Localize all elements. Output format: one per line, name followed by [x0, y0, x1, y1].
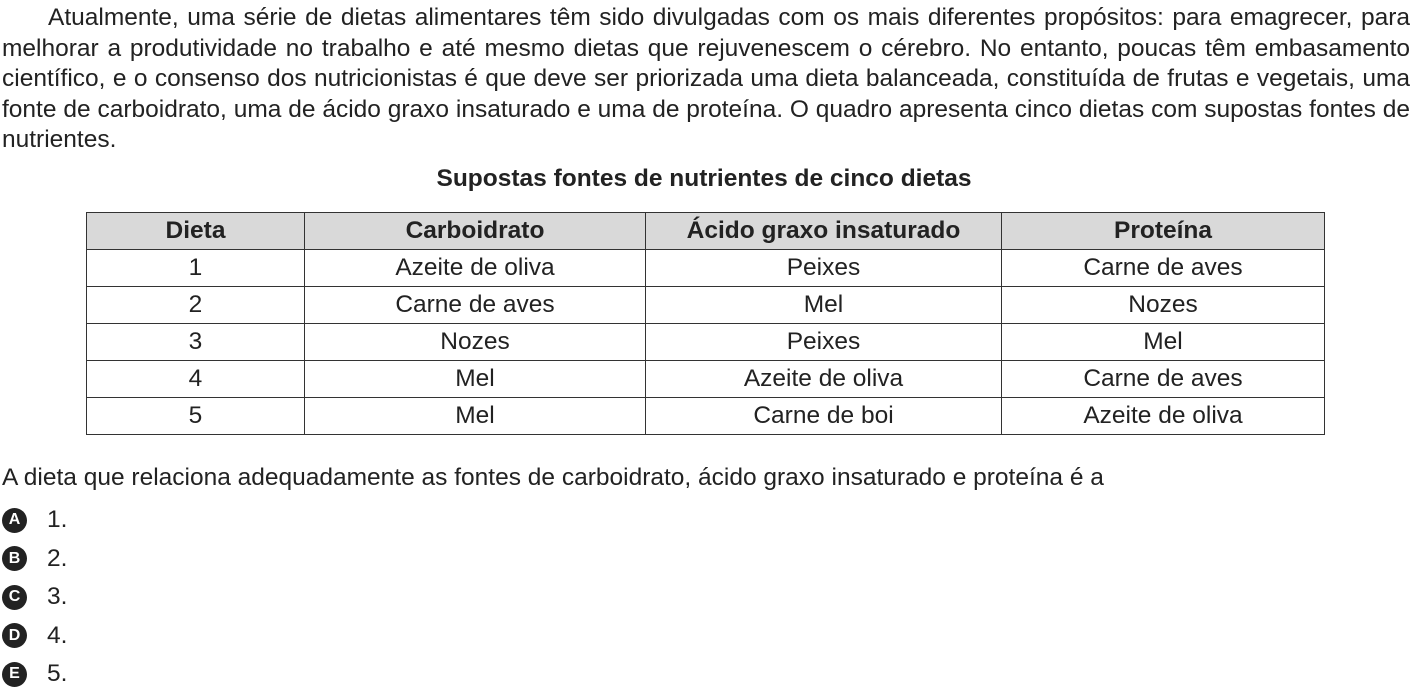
option-letter-icon: A	[2, 508, 27, 533]
option-c[interactable]	[2, 578, 67, 617]
option-e[interactable]	[2, 655, 67, 694]
option-text: 1.	[47, 506, 68, 534]
cell-acido-graxo: Peixes	[646, 324, 1002, 361]
header-acido-graxo: Ácido graxo insaturado	[646, 213, 1002, 250]
cell-carboidrato: Carne de aves	[305, 287, 646, 324]
cell-carboidrato: Nozes	[305, 324, 646, 361]
header-carboidrato: Carboidrato	[305, 213, 646, 250]
option-letter-icon: D	[2, 623, 27, 648]
option-text: 4.	[47, 621, 68, 649]
table-row	[87, 324, 1325, 361]
diet-table	[86, 212, 1325, 435]
cell-dieta: 2	[87, 287, 305, 324]
option-text: 2.	[47, 544, 68, 572]
cell-carboidrato: Mel	[305, 398, 646, 435]
header-dieta: Dieta	[87, 213, 305, 250]
cell-dieta: 5	[87, 398, 305, 435]
option-text: 5.	[47, 660, 68, 688]
option-a[interactable]	[2, 501, 67, 540]
option-d[interactable]	[2, 617, 67, 656]
cell-acido-graxo: Peixes	[646, 250, 1002, 287]
cell-acido-graxo: Mel	[646, 287, 1002, 324]
cell-proteina: Carne de aves	[1002, 250, 1325, 287]
cell-carboidrato: Mel	[305, 361, 646, 398]
table-row	[87, 361, 1325, 398]
answer-options	[2, 501, 67, 694]
table-row	[87, 287, 1325, 324]
cell-proteina: Azeite de oliva	[1002, 398, 1325, 435]
header-proteina: Proteína	[1002, 213, 1325, 250]
cell-proteina: Mel	[1002, 324, 1325, 361]
table-row	[87, 250, 1325, 287]
table-header-row	[87, 213, 1325, 250]
cell-acido-graxo: Carne de boi	[646, 398, 1002, 435]
option-letter-icon: E	[2, 662, 27, 687]
option-text: 3.	[47, 583, 68, 611]
cell-carboidrato: Azeite de oliva	[305, 250, 646, 287]
question-text: A dieta que relaciona adequadamente as fontes de carboidrato, ácido graxo insaturado e proteína é a	[2, 464, 1104, 491]
cell-dieta: 3	[87, 324, 305, 361]
cell-proteina: Nozes	[1002, 287, 1325, 324]
option-b[interactable]	[2, 540, 67, 579]
intro-paragraph: Atualmente, uma série de dietas alimentares têm sido divulgadas com os mais diferentes propósitos: para emagrecer, para melhorar a produtividade no trabalho e até mesmo dietas que rejuvenescem o cérebro. No entanto, poucas têm embasamento científico, e o consenso dos nutricionistas é que deve ser priorizada uma dieta balanceada, constituída de frutas e vegetais, uma fonte de carboidrato, uma de ácido graxo insaturado e uma de proteína. O quadro apresenta cinco dietas com supostas fontes de nutrientes.	[2, 4, 1410, 153]
option-letter-icon: C	[2, 585, 27, 610]
cell-proteina: Carne de aves	[1002, 361, 1325, 398]
option-letter-icon: B	[2, 546, 27, 571]
cell-acido-graxo: Azeite de oliva	[646, 361, 1002, 398]
table-row	[87, 398, 1325, 435]
cell-dieta: 1	[87, 250, 305, 287]
table-title: Supostas fontes de nutrientes de cinco dietas	[436, 165, 972, 192]
cell-dieta: 4	[87, 361, 305, 398]
